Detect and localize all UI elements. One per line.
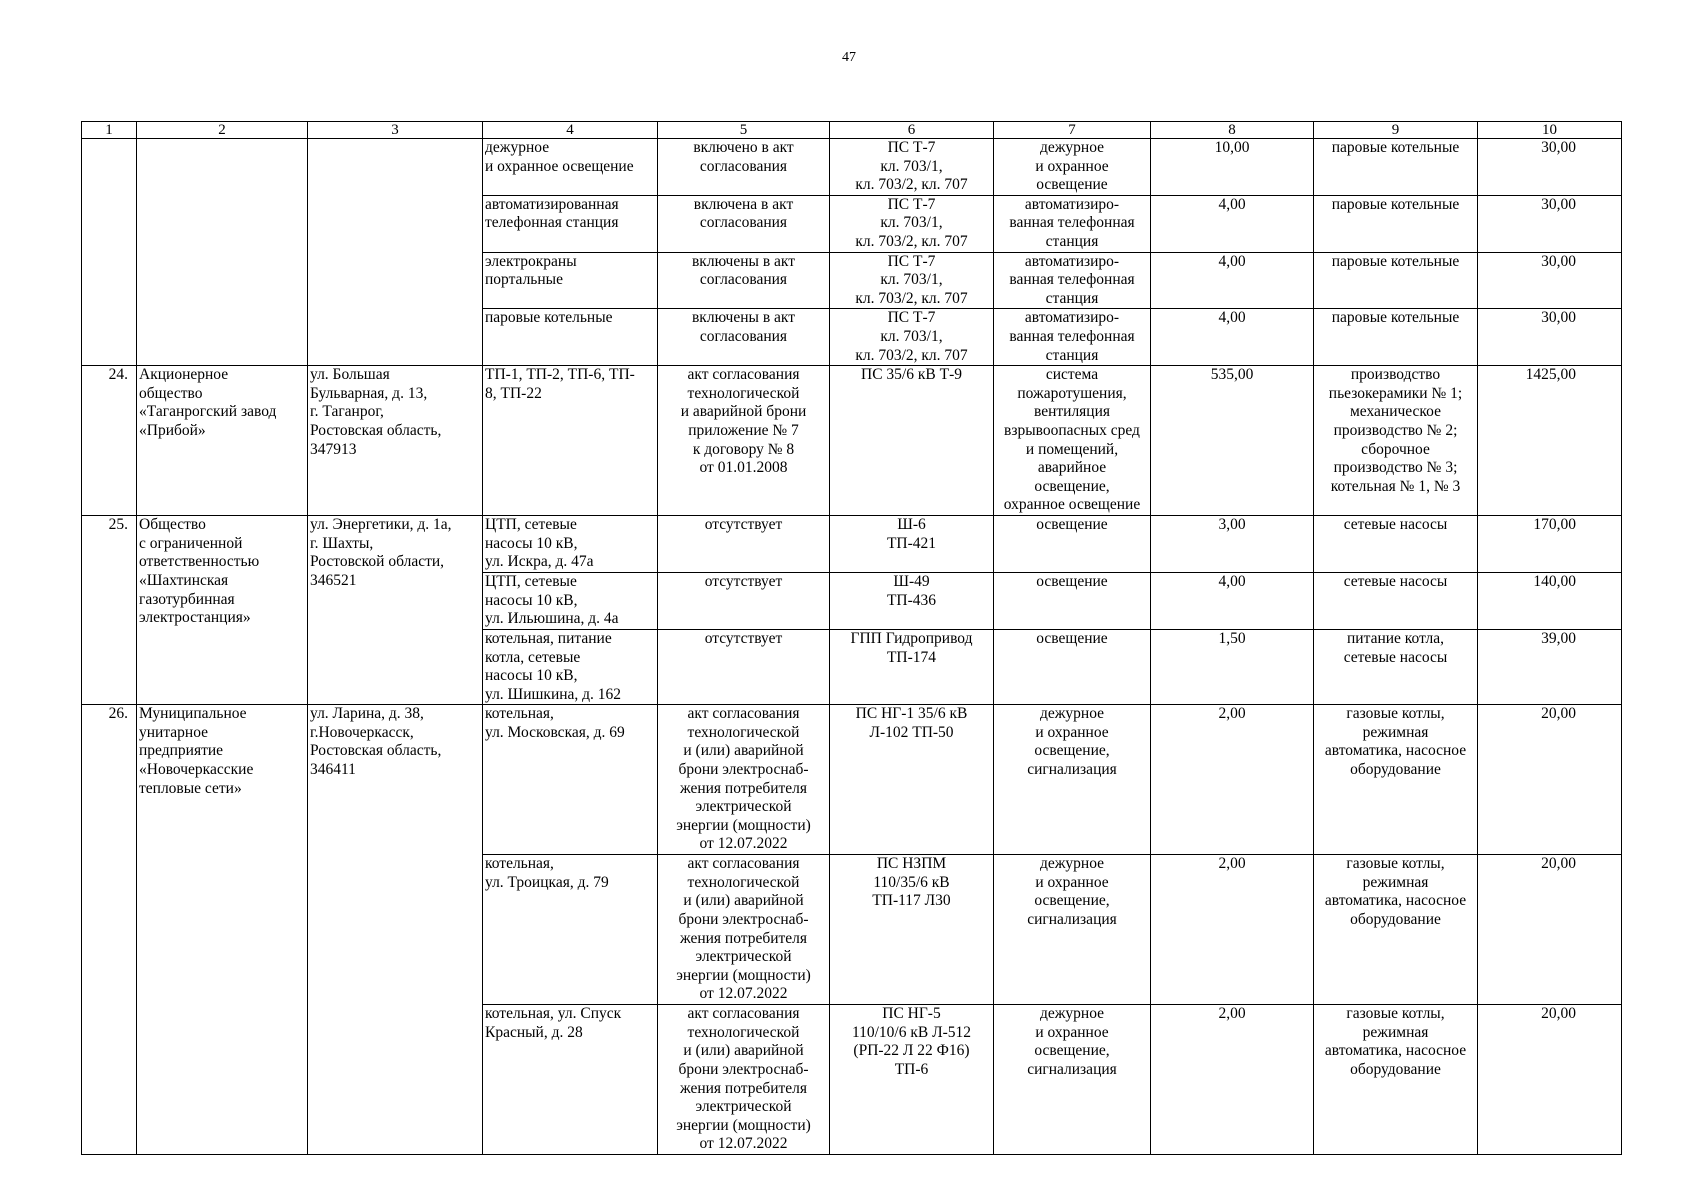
organization-cell: Акционерное общество «Таганрогский завод «Прибой» [137,366,308,516]
facilities-cell: газовые котлы, режимная автоматика, насосное оборудование [1314,705,1478,855]
supply-source-cell: ПС НГ-1 35/6 кВ Л-102 ТП-50 [830,705,994,855]
object-cell: автоматизированная телефонная станция [483,195,658,252]
act-cell: акт согласования технологической и (или) аварийной брони электроснаб- жения потребителя электрической энергии (мощности) от 12.07.2022 [658,705,830,855]
header-cell: 8 [1151,122,1314,139]
facilities-cell: сетевые насосы [1314,573,1478,630]
supply-source-cell: ПС Т-7 кл. 703/1, кл. 703/2, кл. 707 [830,195,994,252]
entry-number-cell: 26. [82,705,137,1155]
page-number: 47 [842,50,856,65]
facilities-cell: паровые котельные [1314,139,1478,196]
table-row [82,705,1622,855]
supply-source-cell: ПС Т-7 кл. 703/1, кл. 703/2, кл. 707 [830,139,994,196]
power-cell: 4,00 [1151,309,1314,366]
total-power-cell: 30,00 [1478,139,1622,196]
act-cell: акт согласования технологической и (или) аварийной брони электроснаб- жения потребителя электрической энергии (мощности) от 12.07.2022 [658,1005,830,1155]
organization-cell: Муниципальное унитарное предприятие «Новочеркасские тепловые сети» [137,705,308,1155]
entry-number-cell [82,139,137,366]
supply-source-cell: Ш-49 ТП-436 [830,573,994,630]
reservation-table [81,121,1622,1155]
header-cell: 4 [483,122,658,139]
table-row [82,366,1622,516]
total-power-cell: 20,00 [1478,1005,1622,1155]
object-cell: ЦТП, сетевые насосы 10 кВ, ул. Ильюшина, д. 4а [483,573,658,630]
power-cell: 4,00 [1151,252,1314,309]
object-cell: дежурное и охранное освещение [483,139,658,196]
table-row [82,139,1622,196]
act-cell: включены в акт согласования [658,309,830,366]
consumers-cell: автоматизиро- ванная телефонная станция [994,252,1151,309]
header-cell: 1 [82,122,137,139]
object-cell: паровые котельные [483,309,658,366]
facilities-cell: газовые котлы, режимная автоматика, насосное оборудование [1314,1005,1478,1155]
total-power-cell: 20,00 [1478,705,1622,855]
supply-source-cell: ПС 35/6 кВ Т-9 [830,366,994,516]
consumers-cell: дежурное и охранное освещение, сигнализация [994,1005,1151,1155]
power-cell: 3,00 [1151,516,1314,573]
power-cell: 2,00 [1151,1005,1314,1155]
power-cell: 4,00 [1151,573,1314,630]
act-cell: включены в акт согласования [658,252,830,309]
consumers-cell: автоматизиро- ванная телефонная станция [994,195,1151,252]
total-power-cell: 30,00 [1478,309,1622,366]
total-power-cell: 1425,00 [1478,366,1622,516]
consumers-cell: освещение [994,629,1151,704]
supply-source-cell: ГПП Гидропривод ТП-174 [830,629,994,704]
supply-source-cell: ПС НЗПМ 110/35/6 кВ ТП-117 Л30 [830,855,994,1005]
total-power-cell: 30,00 [1478,195,1622,252]
organization-cell: Общество с ограниченной ответственностью «Шахтинская газотурбинная электростанция» [137,516,308,705]
facilities-cell: паровые котельные [1314,195,1478,252]
column-number-row [82,122,1622,139]
header-cell: 3 [308,122,483,139]
consumers-cell: автоматизиро- ванная телефонная станция [994,309,1151,366]
total-power-cell: 140,00 [1478,573,1622,630]
object-cell: электрокраны портальные [483,252,658,309]
object-cell: котельная, ул. Московская, д. 69 [483,705,658,855]
facilities-cell: паровые котельные [1314,309,1478,366]
act-cell: акт согласования технологической и (или) аварийной брони электроснаб- жения потребителя электрической энергии (мощности) от 12.07.2022 [658,855,830,1005]
consumers-cell: система пожаротушения, вентиляция взрывоопасных сред и помещений, аварийное освещение, охранное освещение [994,366,1151,516]
header-cell: 6 [830,122,994,139]
header-cell: 7 [994,122,1151,139]
supply-source-cell: ПС Т-7 кл. 703/1, кл. 703/2, кл. 707 [830,309,994,366]
address-cell [308,139,483,366]
power-cell: 2,00 [1151,705,1314,855]
consumers-cell: дежурное и охранное освещение, сигнализация [994,855,1151,1005]
consumers-cell: освещение [994,516,1151,573]
object-cell: котельная, питание котла, сетевые насосы 10 кВ, ул. Шишкина, д. 162 [483,629,658,704]
address-cell: ул. Большая Бульварная, д. 13, г. Таганрог, Ростовская область, 347913 [308,366,483,516]
act-cell: отсутствует [658,573,830,630]
act-cell: отсутствует [658,629,830,704]
entry-number-cell: 24. [82,366,137,516]
organization-cell [137,139,308,366]
act-cell: акт согласования технологической и аварийной брони приложение № 7 к договору № 8 от 01.01.2008 [658,366,830,516]
object-cell: ЦТП, сетевые насосы 10 кВ, ул. Искра, д. 47а [483,516,658,573]
facilities-cell: производство пьезокерамики № 1; механическое производство № 2; сборочное производство № 3; котельная № 1, № 3 [1314,366,1478,516]
consumers-cell: освещение [994,573,1151,630]
facilities-cell: паровые котельные [1314,252,1478,309]
consumers-cell: дежурное и охранное освещение [994,139,1151,196]
supply-source-cell: ПС Т-7 кл. 703/1, кл. 703/2, кл. 707 [830,252,994,309]
total-power-cell: 30,00 [1478,252,1622,309]
header-cell: 2 [137,122,308,139]
supply-source-cell: ПС НГ-5 110/10/6 кВ Л-512 (РП-22 Л 22 Ф16) ТП-6 [830,1005,994,1155]
address-cell: ул. Энергетики, д. 1а, г. Шахты, Ростовской области, 346521 [308,516,483,705]
total-power-cell: 20,00 [1478,855,1622,1005]
header-cell: 10 [1478,122,1622,139]
power-cell: 1,50 [1151,629,1314,704]
power-cell: 535,00 [1151,366,1314,516]
supply-source-cell: Ш-6 ТП-421 [830,516,994,573]
act-cell: отсутствует [658,516,830,573]
header-cell: 9 [1314,122,1478,139]
object-cell: ТП-1, ТП-2, ТП-6, ТП- 8, ТП-22 [483,366,658,516]
facilities-cell: сетевые насосы [1314,516,1478,573]
entry-number-cell: 25. [82,516,137,705]
object-cell: котельная, ул. Спуск Красный, д. 28 [483,1005,658,1155]
facilities-cell: питание котла, сетевые насосы [1314,629,1478,704]
consumers-cell: дежурное и охранное освещение, сигнализация [994,705,1151,855]
address-cell: ул. Ларина, д. 38, г.Новочеркасск, Ростовская область, 346411 [308,705,483,1155]
act-cell: включена в акт согласования [658,195,830,252]
total-power-cell: 39,00 [1478,629,1622,704]
table-row [82,516,1622,573]
power-cell: 2,00 [1151,855,1314,1005]
object-cell: котельная, ул. Троицкая, д. 79 [483,855,658,1005]
power-cell: 4,00 [1151,195,1314,252]
power-cell: 10,00 [1151,139,1314,196]
header-cell: 5 [658,122,830,139]
facilities-cell: газовые котлы, режимная автоматика, насосное оборудование [1314,855,1478,1005]
total-power-cell: 170,00 [1478,516,1622,573]
act-cell: включено в акт согласования [658,139,830,196]
